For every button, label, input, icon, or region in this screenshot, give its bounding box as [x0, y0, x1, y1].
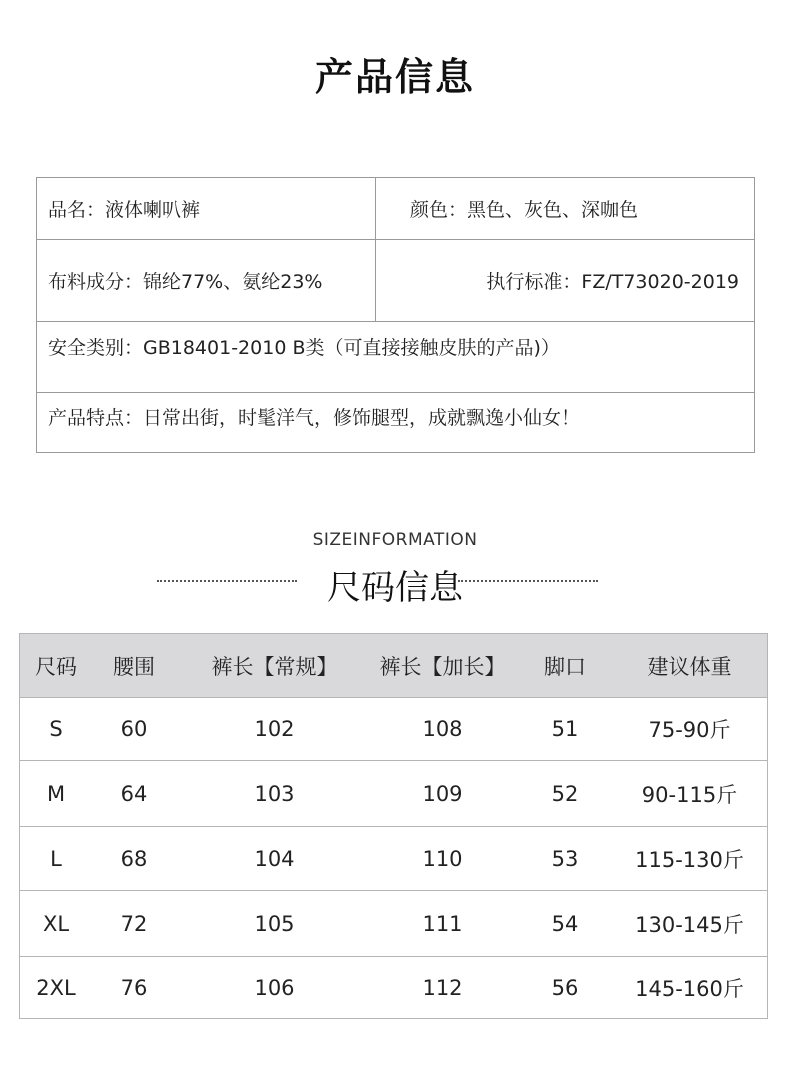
info-row-name-color [37, 178, 754, 240]
header-waist: 腰围 [113, 654, 155, 679]
table-row [20, 890, 767, 956]
cell-hem: 54 [551, 911, 579, 936]
cell-length-long: 109 [422, 781, 463, 806]
size-title: 尺码信息 [327, 568, 463, 608]
cell-waist: 72 [120, 911, 148, 936]
table-row [20, 760, 767, 826]
cell-waist: 76 [120, 975, 148, 1000]
table-header [20, 634, 767, 697]
header-weight: 建议体重 [647, 654, 732, 679]
cell-weight: 145-160斤 [635, 976, 744, 1001]
product-info-table [36, 177, 755, 453]
header-length-long: 裤长【加长】 [379, 654, 506, 679]
header-hem: 脚口 [544, 654, 586, 679]
cell-length-regular: 105 [254, 911, 295, 936]
cell-length-regular: 106 [254, 975, 295, 1000]
cell-length-regular: 102 [254, 717, 295, 741]
cell-size: 2XL [36, 975, 76, 1000]
header-size: 尺码 [35, 654, 77, 679]
product-safety: 安全类别：GB18401-2010 B类（可直接接触皮肤的产品)） [48, 336, 560, 359]
table-row [20, 826, 767, 890]
cell-length-long: 108 [422, 717, 463, 741]
info-row-safety [37, 322, 754, 393]
cell-length-long: 110 [422, 846, 463, 871]
cell-hem: 52 [551, 781, 579, 806]
cell-size: XL [42, 911, 70, 936]
header-length-regular: 裤长【常规】 [211, 654, 338, 679]
cell-length-long: 112 [422, 975, 463, 1000]
cell-hem: 53 [551, 846, 579, 871]
cell-waist: 60 [120, 717, 148, 741]
cell-size: M [46, 781, 66, 806]
cell-weight: 90-115斤 [641, 782, 738, 807]
column-divider [375, 178, 376, 322]
cell-length-long: 111 [422, 911, 463, 936]
page-title: 产品信息 [314, 55, 475, 99]
table-row [20, 956, 767, 1018]
cell-hem: 51 [551, 717, 579, 741]
cell-size: S [49, 717, 63, 741]
cell-length-regular: 104 [254, 846, 295, 871]
cell-waist: 68 [120, 846, 148, 871]
product-name: 品名：液体喇叭裤 [48, 199, 201, 221]
cell-waist: 64 [120, 781, 148, 806]
cell-hem: 56 [551, 975, 579, 1000]
product-colors: 颜色：黑色、灰色、深咖色 [410, 199, 639, 221]
info-row-fabric-standard [37, 240, 754, 322]
product-fabric: 布料成分：锦纶77%、氨纶23% [48, 271, 323, 293]
cell-weight: 130-145斤 [635, 912, 744, 937]
info-row-features [37, 393, 754, 454]
size-table [19, 633, 768, 1019]
size-subtitle: SIZEINFORMATION [312, 530, 478, 550]
product-features: 产品特点：日常出街，时髦洋气，修饰腿型，成就飘逸小仙女！ [48, 406, 581, 429]
cell-weight: 75-90斤 [648, 718, 731, 742]
product-standard: 执行标准：FZ/T73020-2019 [486, 271, 739, 293]
table-row [20, 697, 767, 760]
cell-weight: 115-130斤 [635, 847, 744, 872]
cell-length-regular: 103 [254, 781, 295, 806]
cell-size: L [50, 846, 62, 871]
